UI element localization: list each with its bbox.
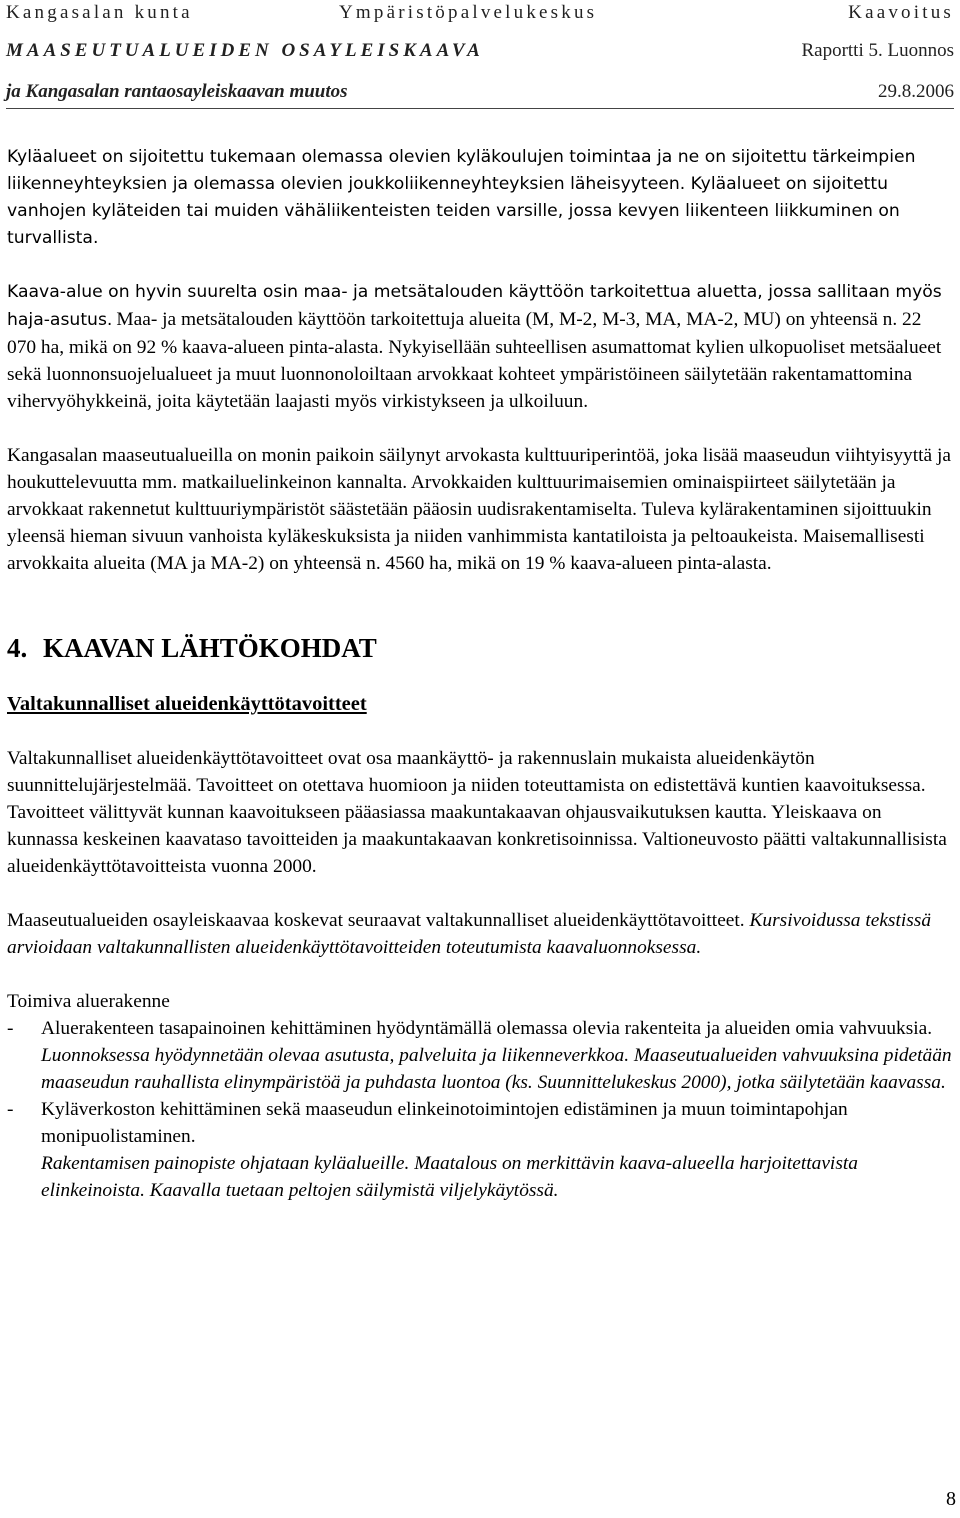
list-item-text: Aluerakenteen tasapainoinen kehittäminen hyödyntämällä olemassa olevia rakenteita ja alueiden omia vahvuuksia. [41, 1018, 933, 1039]
header-plan-title: MAASEUTUALUEIDEN OSAYLEISKAAVA [6, 40, 484, 61]
page-body [7, 144, 955, 1204]
header-org: Kangasalan kunta [6, 2, 193, 23]
paragraph-national-goals: Valtakunnalliset alueidenkäyttötavoitteet ovat osa maankäyttö- ja rakennuslain mukaista alueidenkäytön suunnittelujärjestelmää. Tavoitteet on otettava huomioon ja niiden toteuttamista on edistettävä kuntien kaavoituksessa. Tavoitteet välittyvät kunnan kaavoitukseen pääasiassa maakuntakaavan ohjausvaikutuksen kautta. Yleiskaava on kunnassa keskeinen kaavataso tavoitteiden ja maakuntakaavan konkretisoinnissa. Valtioneuvosto päätti valtakunnallisista alueidenkäyttötavoitteista vuonna 2000. [7, 748, 947, 877]
paragraph-villages: Kyläalueet on sijoitettu tukemaan olemassa olevien kyläkoulujen toimintaa ja ne on sijoitettu tärkeimpien liikenneyhteyksien ja olemassa olevien joukkoliikenneyhteyksien läheisyyteen. Kyläalueet on sijoitettu vanhojen kyläteiden tai muiden vähäliikenteisten teiden varsille, jossa kevyen liikenteen liikkuminen on turvallista. [7, 147, 916, 248]
list-item-assessment: Luonnoksessa hyödynnetään olevaa asutusta, palveluita ja liikenneverkkoa. Maaseutualueiden vahvuuksina pidetään maaseudun rauhallista elinympäristöä ja puhdasta luontoa (ks. Suunnittelukeskus 2000), jotka säilytetään kaavassa. [41, 1045, 952, 1093]
paragraph-cultural-heritage: Kangasalan maaseutualueilla on monin paikoin säilynyt arvokasta kulttuuriperintöä, joka lisää maaseudun viihtyisyyttä ja houkuttelevuutta mm. matkailuelinkeinon kannalta. Arvokkaiden kulttuurimaisemien ominaispiirteet säilytetään ja arvokkaat rakennetut kulttuuriympäristöt säästetään pääosin uudisrakentamiselta. Tuleva kylärakentaminen sijoittuukin yleensä hieman sivuun vanhoista kyläkeskuksista ja niiden vanhimmista kantatiloista ja peltoaukeista. Maisemallisesti arvokkaita alueita (MA ja MA-2) on yhteensä n. 4560 ha, mikä on 19 % kaava-alueen pinta-alasta. [7, 445, 951, 574]
list-item [7, 1096, 955, 1204]
header-rule [6, 108, 954, 109]
paragraph-intro-text: Maaseutualueiden osayleiskaavaa koskevat seuraavat valtakunnalliset alueidenkäyttötavoitteet. [7, 910, 745, 931]
bullet-dash: - [7, 1099, 14, 1120]
list-item [7, 1015, 955, 1096]
paragraph-land-use-serif: Maa- ja metsätalouden käyttöön tarkoitettuja alueita (M, M-2, M-3, MA, MA-2, MU) on yhteensä n. 22 070 ha, mikä on 92 % kaava-alueen pinta-alasta. Nykyisellään suhteellisen asumattomat kylien ulkopuoliset metsäalueet sekä luonnonsuojelualueet ja muut luonnonoloiltaan arvokkaat kohteet ympäristöineen säilytetään rakentamattomina vihervyöhykkeinä, joita käytetään laajasti myös virkistykseen ja ulkoiluun. [7, 309, 942, 412]
list-item-text: Kyläverkoston kehittäminen sekä maaseudun elinkeinotoimintojen edistäminen ja muun toimintapohjan monipuolistaminen. [41, 1099, 848, 1147]
list-heading: Toimiva aluerakenne [7, 991, 170, 1012]
header-report: Raportti 5. Luonnos [801, 40, 954, 61]
paragraph-land-use-sans: Kaava-alue on hyvin suurelta osin maa- ja metsätalouden käyttöön tarkoitettua aluetta, jossa sallitaan myös haja-asutus. [7, 282, 942, 330]
paragraph-intro [7, 907, 955, 961]
header-subtitle: ja Kangasalan rantaosayleiskaavan muutos [6, 81, 348, 102]
list-item-body [41, 1015, 955, 1096]
list-item-assessment: Rakentamisen painopiste ohjataan kyläalueille. Maatalous on merkittävin kaava-alueella harjoitettavista elinkeinoista. Kaavalla tuetaan peltojen säilymistä viljelykäytössä. [41, 1153, 858, 1201]
section-title: KAAVAN LÄHTÖKOHDAT [43, 633, 377, 663]
header-unit: Kaavoitus [848, 2, 954, 23]
bullet-dash: - [7, 1018, 14, 1039]
paragraph-intro-italic: Kursivoidussa tekstissä arvioidaan valtakunnallisten alueidenkäyttötavoitteiden toteutumista kaavaluonnoksessa. [7, 910, 932, 958]
paragraph-land-use [7, 279, 955, 415]
header-date: 29.8.2006 [878, 81, 954, 102]
section-heading [7, 631, 955, 665]
running-header-top [6, 2, 954, 30]
running-header-plan [6, 40, 954, 68]
list-item-body [41, 1096, 955, 1204]
running-header-sub [6, 81, 954, 109]
header-center: Ympäristöpalvelukeskus [339, 2, 598, 23]
section-number: 4. [7, 633, 28, 663]
page-number: 8 [946, 1488, 956, 1510]
subheading: Valtakunnalliset alueidenkäyttötavoitteet [7, 693, 367, 715]
